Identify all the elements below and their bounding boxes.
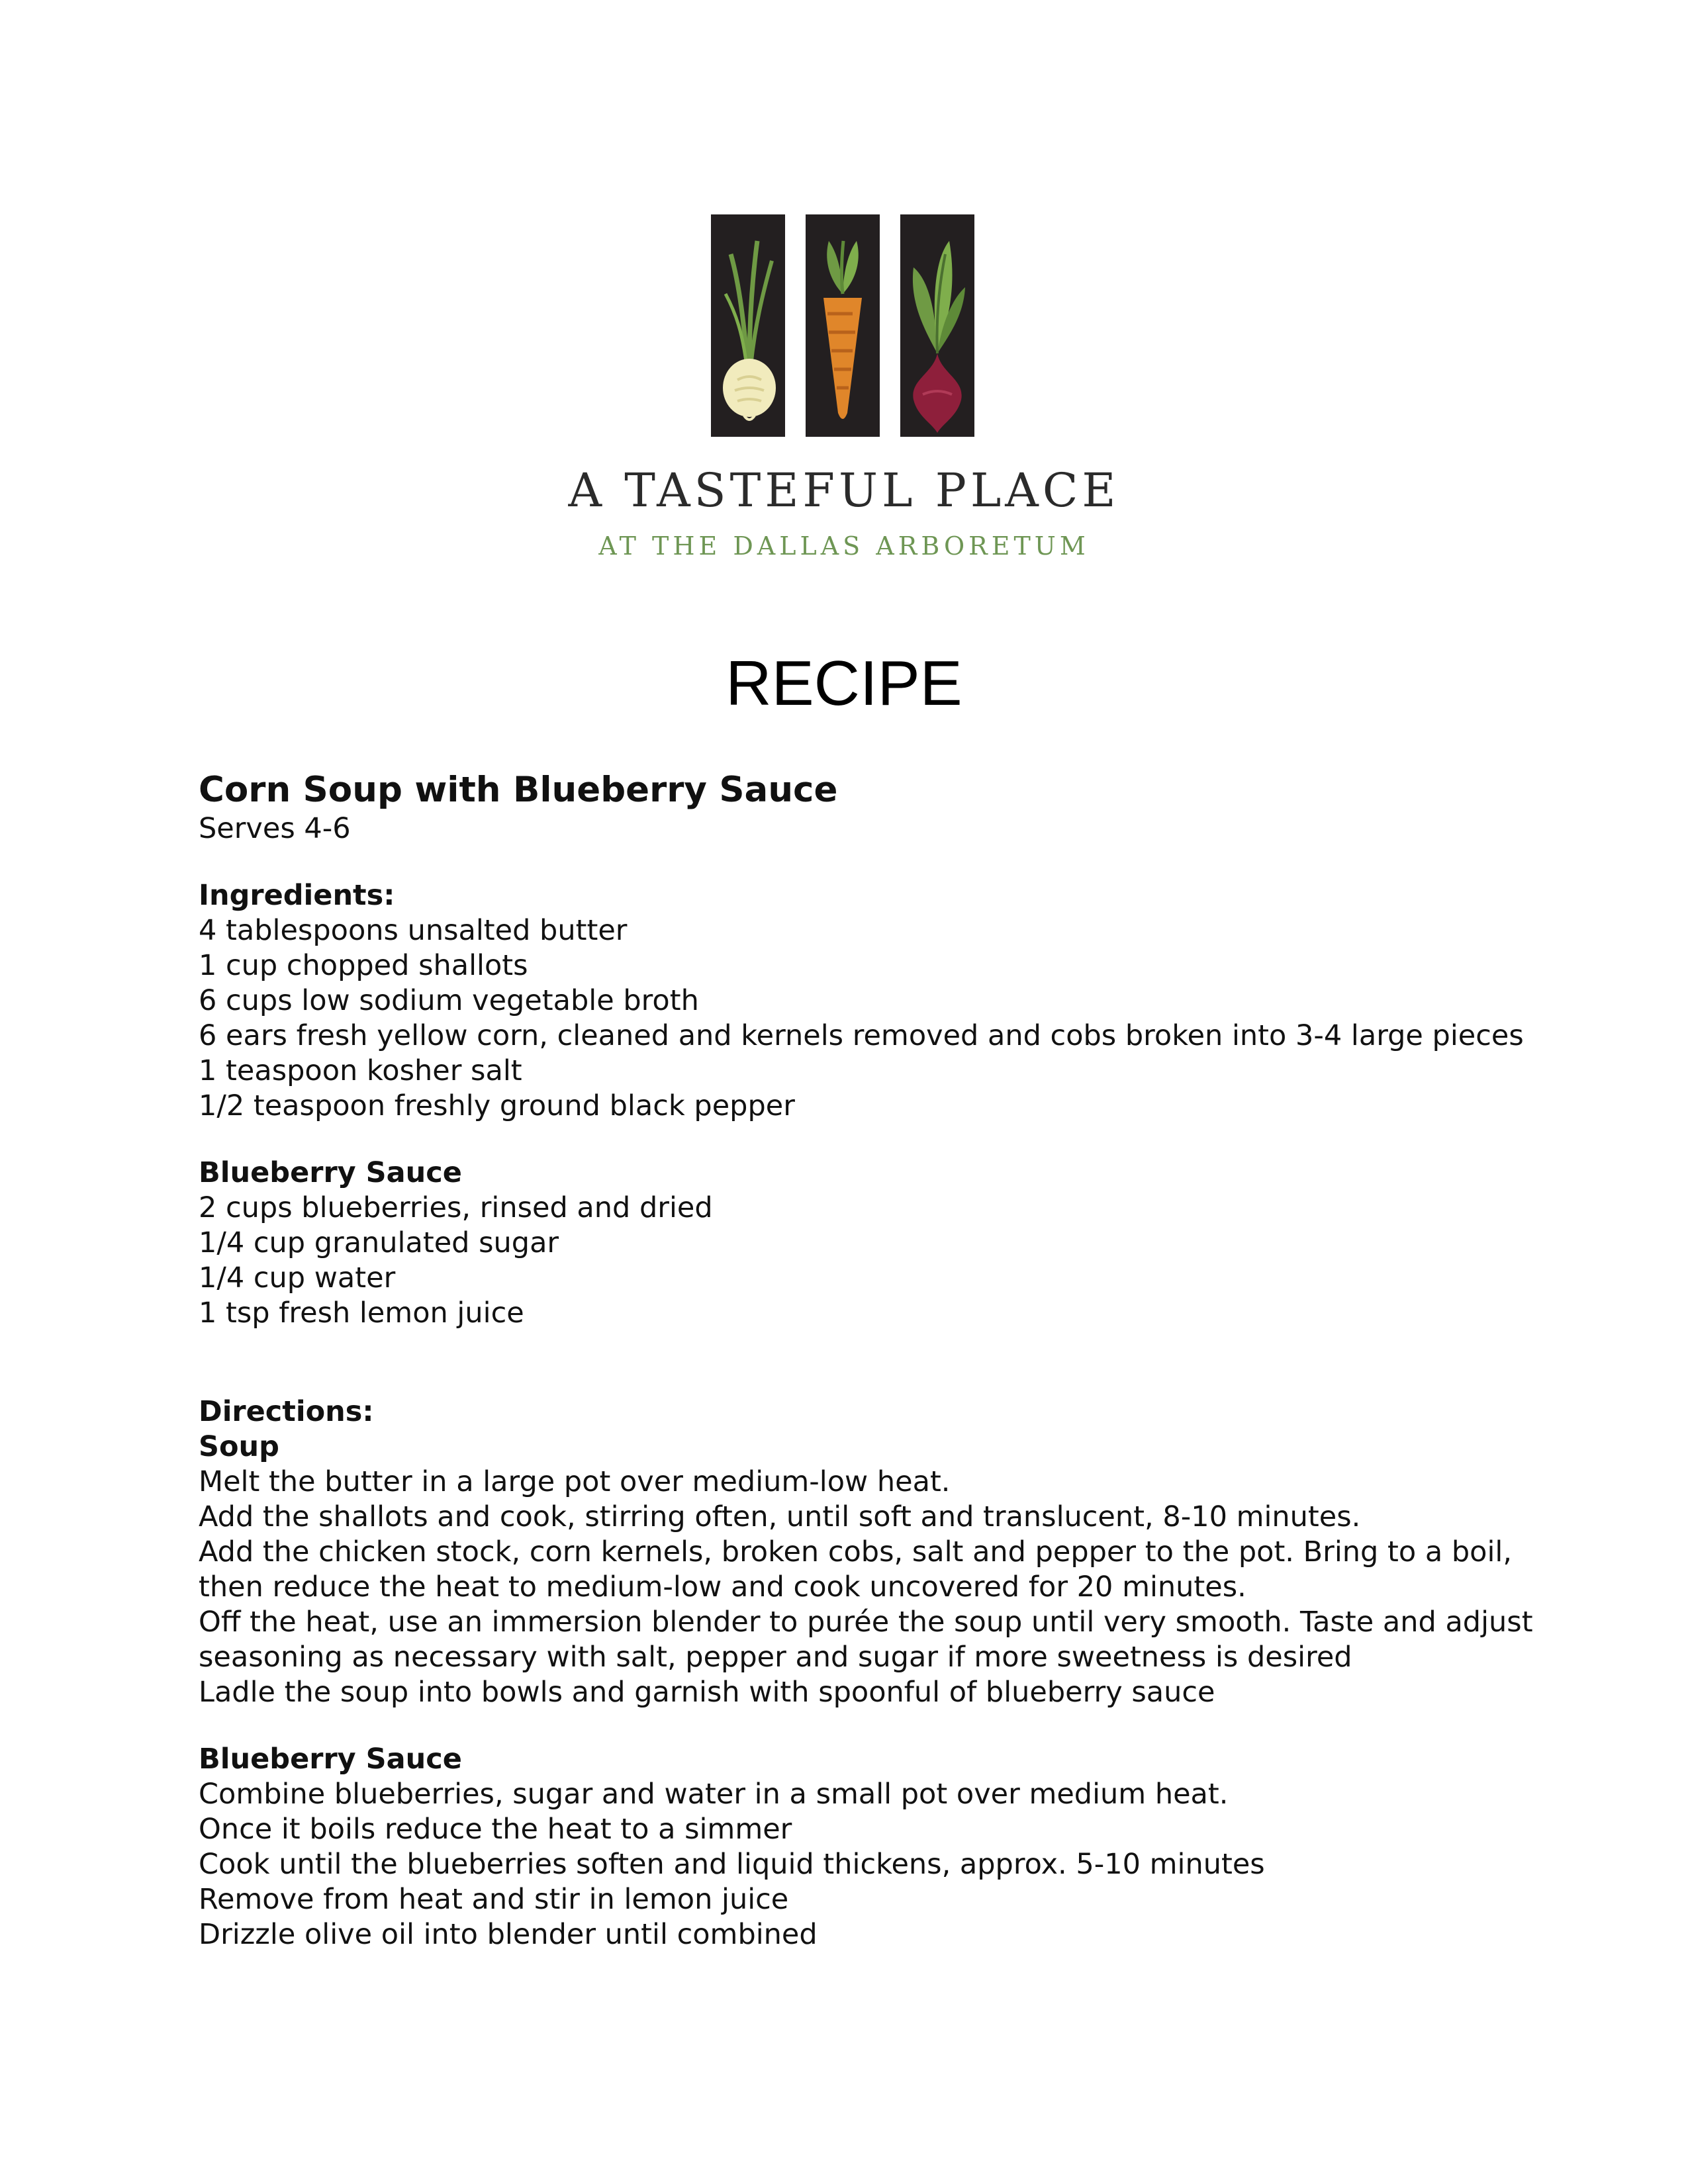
brand-name: A TASTEFUL PLACE [568, 463, 1120, 518]
direction-line: Remove from heat and stir in lemon juice [199, 1883, 789, 1916]
blueberry-sauce-ingredients-list [199, 1191, 1523, 1331]
list-item: 6 cups low sodium vegetable broth [199, 984, 699, 1017]
beet-icon [900, 214, 974, 437]
spacer [199, 846, 1523, 878]
recipe-body [199, 769, 1533, 1952]
carrot-icon [806, 214, 880, 437]
recipe-serves: Serves 4-6 [199, 812, 351, 845]
list-item: 6 ears fresh yellow corn, cleaned and kernels removed and cobs broken into 3-4 large pieces [199, 1019, 1524, 1052]
spacer [199, 1331, 1523, 1394]
soup-directions [199, 1465, 1533, 1710]
list-item: 1/4 cup granulated sugar [199, 1226, 559, 1259]
direction-line: Melt the butter in a large pot over medium-low heat. [199, 1465, 951, 1498]
brand-subtitle: AT THE DALLAS ARBORETUM [598, 531, 1090, 561]
blueberry-sauce-ingredients-heading: Blueberry Sauce [199, 1156, 462, 1189]
direction-line: seasoning as necessary with salt, pepper and sugar if more sweetness is desired [199, 1641, 1352, 1674]
direction-line: then reduce the heat to medium-low and cook uncovered for 20 minutes. [199, 1570, 1246, 1604]
list-item: 4 tablespoons unsalted butter [199, 914, 628, 947]
brand-logo [711, 214, 974, 437]
direction-line: Once it boils reduce the heat to a simmer [199, 1813, 792, 1846]
sauce-directions-heading: Blueberry Sauce [199, 1743, 462, 1776]
direction-line: Add the chicken stock, corn kernels, broken cobs, salt and pepper to the pot. Bring to a boil, [199, 1535, 1513, 1569]
list-item: 1 teaspoon kosher salt [199, 1054, 522, 1087]
direction-line: Add the shallots and cook, stirring often, until soft and translucent, 8-10 minutes. [199, 1500, 1361, 1533]
direction-line: Combine blueberries, sugar and water in a small pot over medium heat. [199, 1778, 1229, 1811]
directions-heading: Directions: [199, 1395, 374, 1428]
list-item: 1 tsp fresh lemon juice [199, 1297, 524, 1330]
recipe-title: Corn Soup with Blueberry Sauce [199, 770, 838, 810]
list-item: 1 cup chopped shallots [199, 949, 528, 982]
soup-directions-heading: Soup [199, 1430, 279, 1463]
direction-line: Drizzle olive oil into blender until combined [199, 1918, 818, 1951]
list-item: 1/4 cup water [199, 1261, 396, 1295]
sauce-directions [199, 1777, 1523, 1952]
spacer [199, 1124, 1523, 1156]
ingredients-heading: Ingredients: [199, 879, 395, 912]
direction-line: Off the heat, use an immersion blender to purée the soup until very smooth. Taste and adjust [199, 1606, 1533, 1639]
spacer [199, 1710, 1523, 1742]
direction-line: Cook until the blueberries soften and liquid thickens, approx. 5-10 minutes [199, 1848, 1265, 1881]
ingredients-list [199, 913, 1523, 1124]
onion-icon [711, 214, 785, 437]
list-item: 1/2 teaspoon freshly ground black pepper [199, 1089, 795, 1122]
page-title: RECIPE [726, 648, 962, 719]
direction-line: Ladle the soup into bowls and garnish with spoonful of blueberry sauce [199, 1676, 1215, 1709]
list-item: 2 cups blueberries, rinsed and dried [199, 1191, 713, 1224]
